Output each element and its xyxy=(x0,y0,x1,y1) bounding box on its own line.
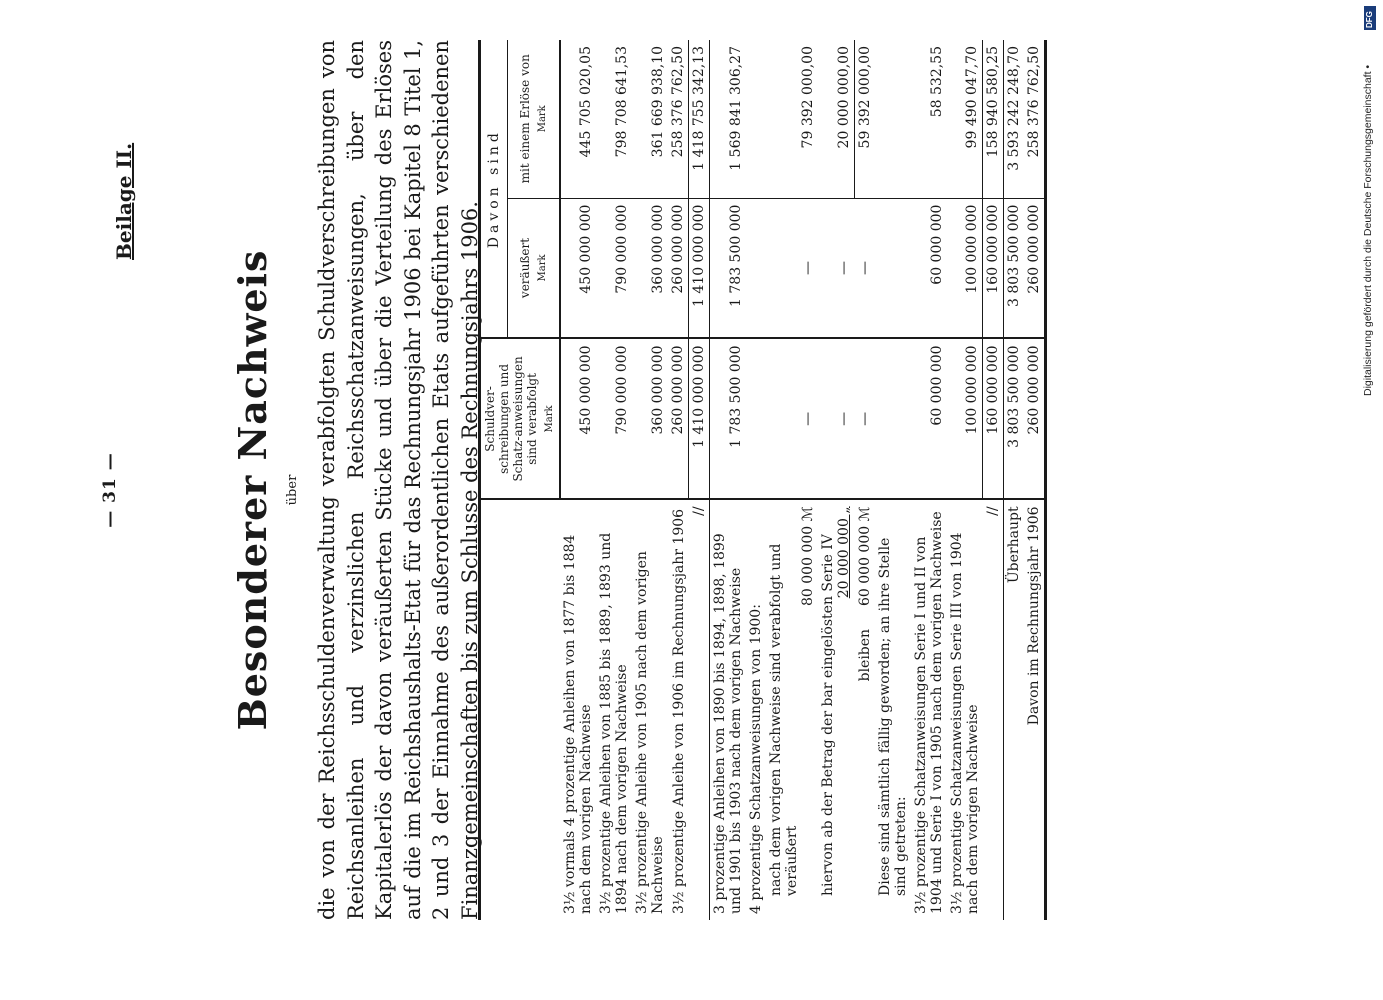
row-erl: 58 532,55 xyxy=(928,46,945,118)
row-ver: 60 000 000 xyxy=(911,198,947,338)
row-ver-empty xyxy=(875,198,911,338)
subrow-amount: 60 000 000 ℳ xyxy=(856,506,873,607)
row-erl: 798 708 641,53 xyxy=(614,46,630,158)
table-row xyxy=(596,40,632,920)
subrow-text: hiervon ab der Betrag der bar eingelösten Serie IV xyxy=(820,534,836,896)
year-row xyxy=(1024,40,1046,920)
dfg-logo-text: DFG xyxy=(1365,11,1374,28)
row-sold: — xyxy=(818,338,854,499)
note-text: Diese sind sämtlich fällig geworden; an ihre Stelle sind getreten: xyxy=(876,537,909,896)
header-ver-unit: Mark xyxy=(536,254,548,282)
row-desc: 3½ prozentige Schatzanweisungen Serie I und II von 1904 und Serie I von 1905 nach dem vorigen Nachweise xyxy=(911,499,947,920)
row-sold: 360 000 000 xyxy=(632,338,668,499)
row-ver: — xyxy=(818,198,854,338)
row-erl: 99 490 047,70 xyxy=(964,46,980,149)
row-ver: 1 410 000 000 xyxy=(689,198,710,338)
row-sold: 100 000 000 xyxy=(947,338,983,499)
row-ver: 360 000 000 xyxy=(632,198,668,338)
table-subrow xyxy=(818,40,854,920)
header-sold-unit: Mark xyxy=(544,405,555,433)
table-row xyxy=(911,40,947,920)
row-sold: — xyxy=(854,338,875,499)
subtotal-mark: // xyxy=(689,499,710,920)
row-sold: 60 000 000 xyxy=(911,338,947,499)
subrow-text: bleiben xyxy=(856,628,873,682)
row-sold: 260 000 000 xyxy=(668,338,689,499)
row-erl: 20 000 000,00 xyxy=(818,40,854,198)
row-desc: 4 prozentige Schatzanweisungen von 1900: xyxy=(746,499,766,920)
row-ver: 790 000 000 xyxy=(596,198,632,338)
row-ver: 450 000 000 xyxy=(560,198,596,338)
subrow-text: nach dem vorigen Nachweise sind verabfolgt und veräußert xyxy=(768,543,800,896)
year-label: Davon im Rechnungsjahr 1906 xyxy=(1024,499,1046,920)
intro-paragraph: die von der Reichsschuldenverwaltung verabfolgten Schuldverschreibungen von Reichsanleihen und verzinslichen Reichsschatzanweisungen, über den Kapitalerlös der davon veräußerten Stücke und über die Verteilung des Erlöses auf die im Reichshaushalts-Etat für das Rechnungsjahr 1906 bei Kapitel 8 Titel 1, 2 und 3 der Einnahme des außerordentlichen Etats aufgeführten verschiedenen Finanzgemeinschaften bis zum Schlusse des Rechnungsjahrs 1906. xyxy=(315,40,482,920)
row-erl: 361 669 938,10 xyxy=(650,46,666,158)
dfg-logo xyxy=(1364,6,1376,30)
row-erl: 1 569 841 306,27 xyxy=(728,46,744,171)
subtotal-row xyxy=(689,40,710,920)
row-erl: 158 940 580,25 xyxy=(983,40,1004,198)
row-ver: 3 803 500 000 xyxy=(1004,198,1025,338)
table-row xyxy=(746,40,766,920)
row-sold: 790 000 000 xyxy=(596,338,632,499)
row-sold: 1 410 000 000 xyxy=(689,338,710,499)
subrow-desc xyxy=(818,499,854,920)
page-number: — 31 — xyxy=(100,452,120,528)
row-ver: 260 000 000 xyxy=(668,198,689,338)
subrow-amount: 80 000 000 ℳ xyxy=(800,506,816,607)
row-desc: 3½ vormals 4 prozentige Anleihen von 1877 bis 1884 nach dem vorigen Nachweise xyxy=(560,499,596,920)
row-ver: — xyxy=(854,198,875,338)
row-desc: 3½ prozentige Anleihe von 1905 nach dem vorigen Nachweise xyxy=(632,499,668,920)
row-erl-empty xyxy=(875,40,911,198)
row-desc: 3½ prozentige Anleihe von 1906 im Rechnungsjahr 1906 xyxy=(668,499,689,920)
table-row xyxy=(947,40,983,920)
header-davon: Davon sind xyxy=(480,40,508,338)
row-erl: 445 705 020,05 xyxy=(578,46,594,158)
rotated-document-page xyxy=(60,0,1240,980)
row-ver: 260 000 000 xyxy=(1024,198,1046,338)
table-row xyxy=(560,40,596,920)
dfg-credit xyxy=(1362,6,1378,396)
row-ver: 160 000 000 xyxy=(983,198,1004,338)
header-ver-label: veräußert xyxy=(517,237,532,299)
header-erl-label: mit einem Erlöse von xyxy=(517,54,532,184)
table-subrow xyxy=(766,40,818,920)
table-subrow xyxy=(854,40,875,920)
table-row xyxy=(710,40,747,920)
row-erl: 1 418 755 342,13 xyxy=(689,40,710,198)
header-sold-label: Schuldver-schreibungen und Schatz-anweisungen sind verabfolgt xyxy=(483,356,539,482)
subtotal-row xyxy=(983,40,1004,920)
row-erl-empty xyxy=(746,40,766,198)
row-erl: 79 392 000,00 xyxy=(800,46,816,149)
total-row xyxy=(1004,40,1025,920)
row-sold: 260 000 000 xyxy=(1024,338,1046,499)
row-sold: 450 000 000 xyxy=(560,338,596,499)
header-erloes xyxy=(508,40,561,198)
row-ver: 100 000 000 xyxy=(947,198,983,338)
row-sold: 3 803 500 000 xyxy=(1004,338,1025,499)
row-erl: 3 593 242 248,70 xyxy=(1006,46,1022,171)
row-sold-empty xyxy=(875,338,911,499)
header-veraeussert xyxy=(508,198,561,338)
page-title: Besonderer Nachweis xyxy=(230,249,275,731)
subrow-amount: 20 000 000 „ xyxy=(836,506,852,599)
subrow-desc xyxy=(766,499,818,920)
dfg-credit-text: Digitalisierung gefördert durch die Deutsche Forschungsgemeinschaft • xyxy=(1362,64,1374,396)
subtotal-mark: // xyxy=(983,499,1004,920)
table-row xyxy=(668,40,689,920)
row-erl: 258 376 762,50 xyxy=(670,46,686,158)
table-note-row xyxy=(875,40,911,920)
beilage-label: Beilage II. xyxy=(112,142,136,260)
row-erl: 258 376 762,50 xyxy=(1026,46,1042,158)
row-ver: 1 783 500 000 xyxy=(710,198,747,338)
header-erl-unit: Mark xyxy=(536,105,548,133)
header-sold xyxy=(480,338,561,499)
row-sold-empty xyxy=(746,338,766,499)
row-desc: 3 prozentige Anleihen von 1890 bis 1894, 1898, 1899 und 1901 bis 1903 nach dem vorigen Nachweise xyxy=(710,499,747,920)
subrow-desc xyxy=(854,499,875,920)
row-ver-empty xyxy=(746,198,766,338)
row-erl: 59 392 000,00 xyxy=(856,46,873,149)
row-desc: 3½ prozentige Schatzanweisungen Serie III von 1904 nach dem vorigen Nachweise xyxy=(947,499,983,920)
note-desc xyxy=(875,499,911,920)
row-ver: — xyxy=(766,198,818,338)
total-label: Überhaupt xyxy=(1004,499,1025,920)
row-sold: 1 783 500 000 xyxy=(710,338,747,499)
row-sold: — xyxy=(766,338,818,499)
table-row xyxy=(632,40,668,920)
subtitle-ueber: über xyxy=(285,474,300,506)
row-desc: 3½ prozentige Anleihen von 1885 bis 1889, 1893 und 1894 nach dem vorigen Nachweise xyxy=(596,499,632,920)
row-sold: 160 000 000 xyxy=(983,338,1004,499)
ledger-table xyxy=(478,40,1047,920)
header-description xyxy=(480,499,561,920)
